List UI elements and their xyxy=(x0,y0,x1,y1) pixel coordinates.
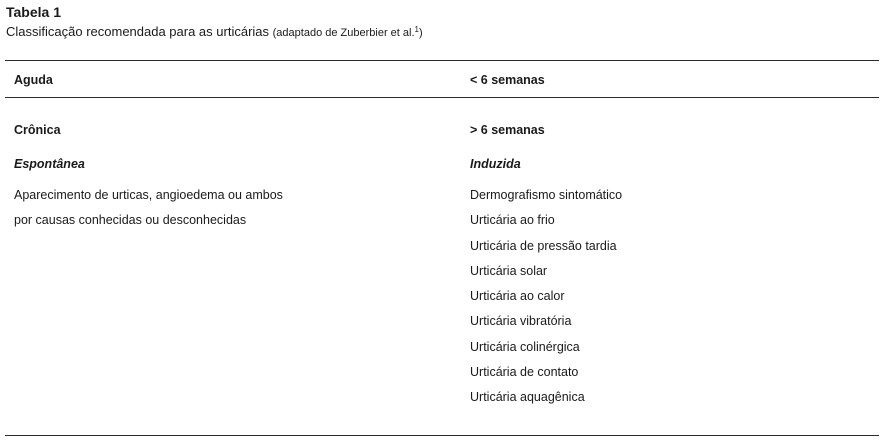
spontaneous-description xyxy=(14,187,283,238)
list-item: Dermografismo sintomático xyxy=(470,188,623,202)
list-item: Urticária de contato xyxy=(470,365,579,380)
subtitle-source-close: ) xyxy=(418,27,423,39)
subtitle-reference: 1 xyxy=(414,25,419,34)
subtitle-source-text: (adaptado de Zuberbier et al. xyxy=(272,27,415,39)
acute-duration: < 6 semanas xyxy=(470,73,545,87)
bottom-rule xyxy=(5,435,879,436)
chronic-label: Crônica xyxy=(14,123,61,137)
list-item: Urticária ao frio xyxy=(470,213,555,228)
header-rule xyxy=(5,97,879,98)
description-line: por causas conhecidas ou desconhecidas xyxy=(14,213,247,228)
acute-label: Aguda xyxy=(14,73,53,87)
top-rule xyxy=(5,60,879,61)
list-item: Urticária de pressão tardia xyxy=(470,238,617,253)
list-item: Urticária solar xyxy=(470,263,548,278)
spontaneous-heading: Espontânea xyxy=(14,157,85,171)
list-item: Urticária ao calor xyxy=(470,289,565,304)
list-item: Urticária aquagênica xyxy=(470,390,585,405)
subtitle-source xyxy=(273,27,423,39)
induced-heading: Induzida xyxy=(470,157,521,171)
subtitle-main: Classificação recomendada para as urticárias xyxy=(6,24,270,39)
table-subtitle xyxy=(6,23,423,42)
chronic-duration: > 6 semanas xyxy=(470,123,545,137)
induced-list xyxy=(470,187,622,415)
list-item: Urticária colinérgica xyxy=(470,339,580,354)
list-item: Urticária vibratória xyxy=(470,314,572,329)
description-line: Aparecimento de urticas, angioedema ou ambos xyxy=(14,188,283,202)
table-title: Tabela 1 xyxy=(6,4,61,20)
